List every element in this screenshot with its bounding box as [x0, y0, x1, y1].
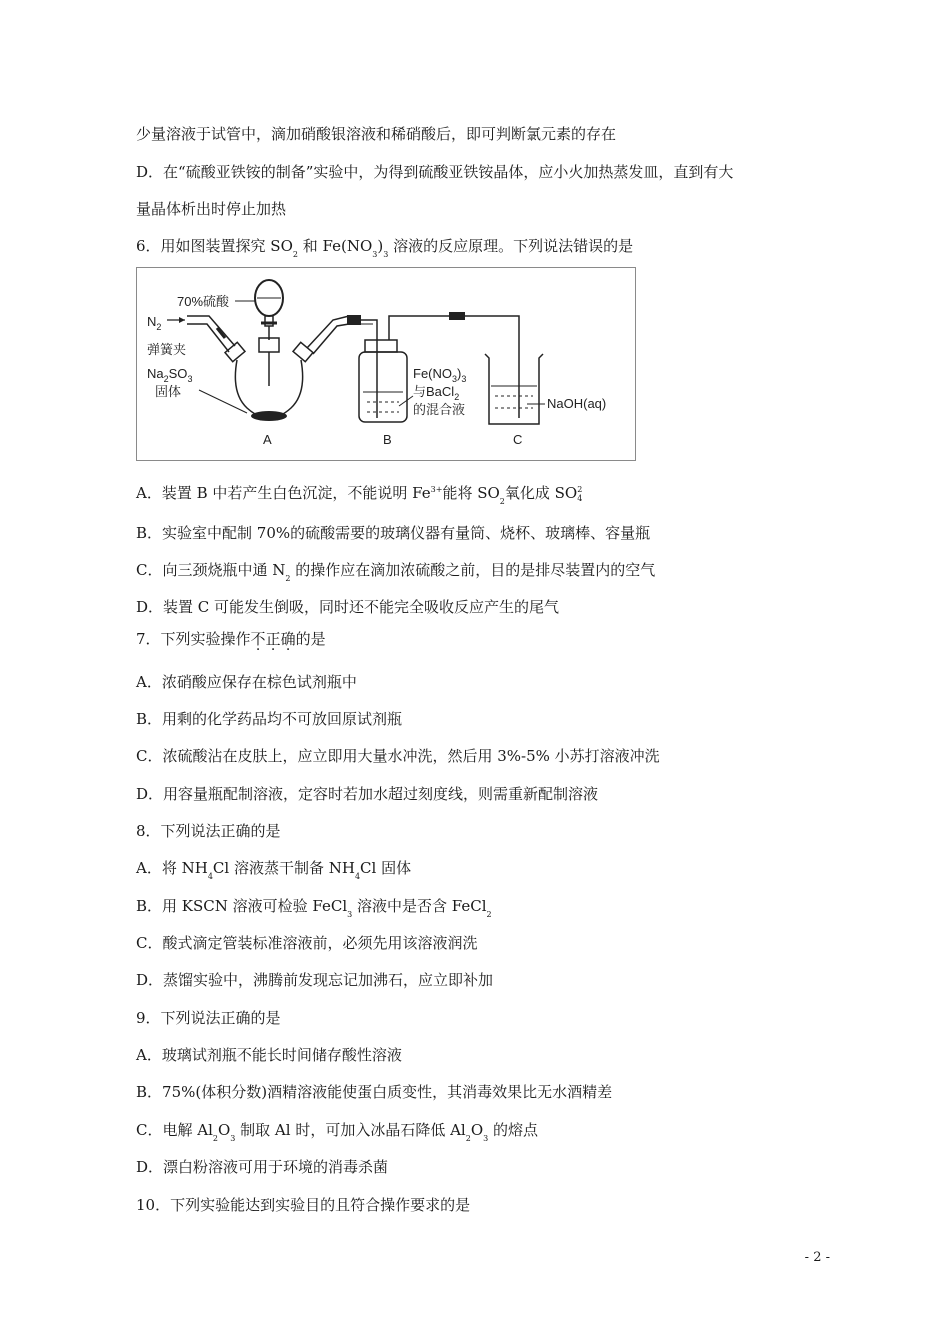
question-9: 9．下列说法正确的是	[136, 1009, 281, 1027]
text-line: 少量溶液于试管中，滴加硝酸银溶液和稀硝酸后，即可判断氯元素的存在	[136, 125, 617, 143]
apparatus-figure	[136, 267, 636, 461]
q9-option-a: A．玻璃试剂瓶不能长时间储存酸性溶液	[136, 1046, 402, 1064]
label-c: C	[513, 432, 523, 447]
q7-option-a: A．浓硝酸应保存在棕色试剂瓶中	[136, 673, 357, 691]
acid-label: 70%硫酸	[177, 294, 230, 309]
q8-option-a: A．将 $NH_4Cl$ 溶液蒸干制备 $NH_4Cl$ 固体	[136, 859, 412, 881]
na2so3-label: $Na_2SO_3$	[147, 366, 193, 384]
question-7: 7．下列实验操作不正确的是	[136, 630, 326, 648]
question-10: 10．下列实验能达到实验目的且符合操作要求的是	[136, 1196, 471, 1214]
q7-option-d: D．用容量瓶配制溶液，定容时若加水超过刻度线，则需重新配制溶液	[136, 785, 599, 803]
solid-label: 固体	[155, 384, 182, 399]
q6-option-c: C．向三颈烧瓶中通 $N_2$ 的操作应在滴加浓硫酸之前，目的是排尽装置内的空气	[136, 561, 656, 583]
q9-option-b: B．75%(体积分数)酒精溶液能使蛋白质变性，其消毒效果比无水酒精差	[136, 1083, 613, 1101]
q8-option-d: D．蒸馏实验中，沸腾前发现忘记加沸石，应立即补加	[136, 971, 494, 989]
mixture-label-line1: $Fe(NO_3)_3$	[413, 366, 467, 384]
text-line: 量晶体析出时停止加热	[136, 200, 287, 218]
q7-option-b: B．用剩的化学药品均不可放回原试剂瓶	[136, 710, 403, 728]
n2-label: $N_2$	[147, 314, 162, 332]
q9-option-c: C．电解 $Al_2O_3$ 制取 Al 时，可加入冰晶石降低 $Al_2O_3$ 的熔点	[136, 1121, 539, 1143]
q8-option-b: B．用 KSCN 溶液可检验 FeCl$_3$ 溶液中是否含 FeCl$_2$	[136, 897, 492, 919]
naoh-label: NaOH(aq)	[547, 396, 607, 411]
q8-option-c: C．酸式滴定管装标准溶液前，必须先用该溶液润洗	[136, 934, 478, 952]
clip-label: 弹簧夹	[147, 342, 187, 357]
label-a: A	[263, 432, 272, 447]
q9-option-d: D．漂白粉溶液可用于环境的消毒杀菌	[136, 1158, 389, 1176]
q6-option-b: B．实验室中配制 70%的硫酸需要的玻璃仪器有量筒、烧杯、玻璃棒、容量瓶	[136, 524, 651, 542]
label-b: B	[383, 432, 392, 447]
mixture-label-line3: 的混合液	[413, 402, 466, 417]
question-6: 6．用如图装置探究 $SO_2$ 和 $Fe(NO_3)_3$ 溶液的反应原理。下列说法错误的是	[136, 237, 634, 259]
question-8: 8．下列说法正确的是	[136, 822, 281, 840]
q7-option-c: C．浓硫酸沾在皮肤上，应立即用大量水冲洗，然后用 3%-5% 小苏打溶液冲洗	[136, 747, 660, 765]
q6-option-a: A．装置 B 中若产生白色沉淀，不能说明 $Fe^{3+}$能将 $SO_2$氧化成 SO 2 4	[136, 484, 583, 506]
option-d: D．在“硫酸亚铁铵的制备”实验中，为得到硫酸亚铁铵晶体，应小火加热蒸发皿，直到有大	[136, 163, 734, 181]
page-number: - 2 -	[804, 1250, 830, 1265]
q6-option-d: D．装置 C 可能发生倒吸，同时还不能完全吸收反应产生的尾气	[136, 598, 560, 616]
mixture-label-line2: 与BaCl$_2$	[413, 384, 460, 402]
